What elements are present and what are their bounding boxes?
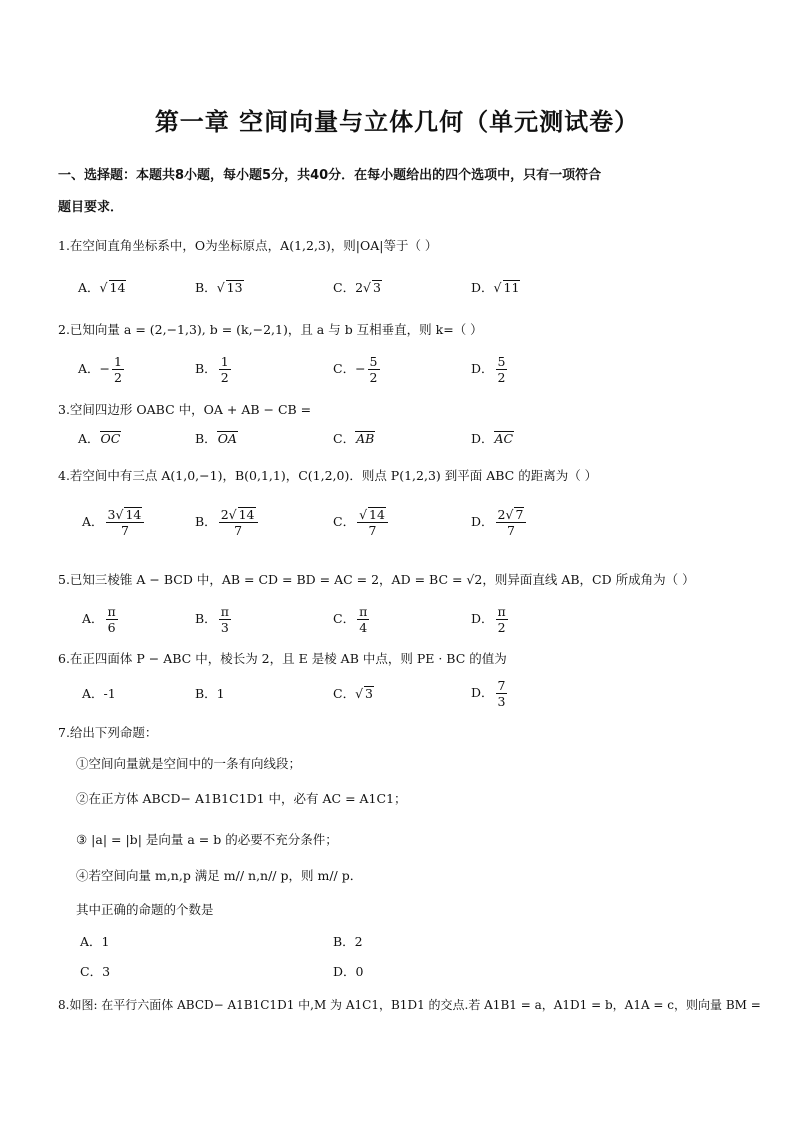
section-heading-line2: 题目要求．: [58, 200, 124, 215]
q7-question: 其中正确的命题的个数是: [76, 902, 214, 917]
q5-c-label: C．: [333, 611, 356, 626]
q2-b-numerator: 1: [220, 354, 229, 369]
q2-b-label: B．: [195, 361, 217, 376]
q5-a-denominator: 6: [107, 620, 116, 635]
q3-option-a[interactable]: [78, 429, 121, 447]
q5-a-numerator: π: [107, 604, 116, 619]
question-5-stem: 5.已知三棱锥 A − BCD 中，AB = CD = BD = AC = 2，AD = BC = √2，则异面直线 AB，CD 所成角为（ ）: [58, 572, 695, 587]
q1-b-value: 13: [226, 280, 243, 295]
question-8-stem: 8.如图: 在平行六面体 ABCD− A1B1C1D1 中,M 为 A1C1，B1D1 的交点.若 A1B1 = a，A1D1 = b，A1A = c，则向量 BM =: [58, 998, 761, 1012]
q5-d-denominator: 2: [497, 620, 506, 635]
q2-option-b[interactable]: [195, 354, 233, 385]
q2-d-denominator: 2: [497, 370, 506, 385]
q5-option-d[interactable]: [471, 604, 510, 635]
q2-a-numerator: 1: [114, 354, 122, 369]
q4-a-denominator: 7: [120, 523, 129, 538]
q4-a-radicand: 14: [125, 507, 142, 522]
q1-option-c[interactable]: C．2√ 3: [333, 280, 381, 295]
q4-c-label: C．: [333, 514, 356, 529]
q2-c-denominator: 2: [369, 370, 378, 385]
q7-statement-4: ④若空间向量 m,n,p 满足 m// n,n// p，则 m// p．: [76, 868, 363, 883]
q3-c-label: C．: [333, 431, 356, 446]
q2-option-a[interactable]: [78, 354, 126, 385]
q5-option-c[interactable]: [333, 604, 371, 635]
question-3-stem: 3.空间四边形 OABC 中，OA + AB − CB =: [58, 402, 312, 417]
q2-d-label: D．: [471, 361, 494, 376]
q2-d-numerator: 5: [497, 354, 506, 369]
q4-d-denominator: 7: [506, 523, 515, 538]
q1-option-d[interactable]: D．√ 11: [471, 280, 520, 295]
q1-d-label: D．: [471, 280, 494, 295]
q6-d-denominator: 3: [497, 694, 506, 709]
q1-option-a[interactable]: A．√ 14: [78, 280, 126, 295]
q1-b-label: B．: [195, 280, 217, 295]
q4-option-c[interactable]: C． $\frac{√ 14}{7}$: [333, 507, 390, 538]
q3-a-label: A．: [78, 431, 100, 446]
q4-b-denominator: 7: [234, 523, 243, 538]
q7-option-c[interactable]: C．3: [80, 964, 111, 979]
q2-option-c[interactable]: [333, 354, 382, 385]
q6-c-value: 3: [365, 686, 373, 701]
q4-b-coef: 2: [220, 507, 229, 522]
q2-a-label: A．−: [78, 361, 111, 376]
q1-a-value: 14: [109, 280, 126, 295]
q3-b-value: OA: [217, 431, 237, 446]
q2-c-label: C．−: [333, 361, 366, 376]
question-7-stem: 7.给出下列命题：: [58, 725, 158, 740]
q3-a-value: OC: [100, 431, 121, 446]
q5-a-label: A．: [82, 611, 104, 626]
section-heading-line1: 一、选择题：本题共8小题，每小题5分，共40分．在每小题给出的四个选项中，只有一项符合: [58, 168, 602, 183]
q4-option-d[interactable]: D． $\frac{2√ 7}{7}$: [471, 507, 528, 538]
q4-option-b[interactable]: B． $\frac{2√ 14}{7}$: [195, 507, 260, 538]
q1-c-label: C．2: [333, 280, 364, 295]
q7-statement-3: ③ |a| = |b| 是向量 a = b 的必要不充分条件；: [76, 832, 338, 847]
q1-c-value: 3: [373, 280, 381, 295]
q6-option-b[interactable]: B．1: [195, 686, 225, 701]
q5-b-label: B．: [195, 611, 217, 626]
q5-c-numerator: π: [359, 604, 368, 619]
q4-a-coef: 3: [107, 507, 116, 522]
question-1-stem: 1.在空间直角坐标系中，O为坐标原点，A(1,2,3)，则|OA|等于（ ）: [58, 238, 438, 253]
question-6-stem: 6.在正四面体 P − ABC 中，棱长为 2，且 E 是棱 AB 中点，则 PE · BC 的值为: [58, 651, 507, 666]
q2-c-numerator: 5: [369, 354, 378, 369]
q5-option-a[interactable]: [82, 604, 120, 635]
q3-c-value: AB: [356, 431, 375, 446]
q3-d-label: D．: [471, 431, 494, 446]
q2-a-denominator: 2: [114, 370, 122, 385]
q1-a-label: A．: [78, 280, 100, 295]
q4-a-label: A．: [82, 514, 104, 529]
q7-option-b[interactable]: B．2: [333, 934, 363, 949]
q6-option-a[interactable]: A．-1: [82, 686, 116, 701]
q3-option-b[interactable]: [195, 429, 238, 447]
q4-d-label: D．: [471, 514, 494, 529]
q7-option-a[interactable]: A．1: [80, 934, 110, 949]
q5-c-denominator: 4: [359, 620, 368, 635]
q4-option-a[interactable]: A． $\frac{3√ 14}{7}$: [82, 507, 146, 538]
q3-d-value: AC: [494, 431, 514, 446]
q7-statement-1: ①空间向量就是空间中的一条有向线段；: [76, 756, 302, 771]
question-2-stem: 2.已知向量 a = (2,−1,3), b = (k,−2,1)，且 a 与 b 互相垂直，则 k=（ ）: [58, 322, 483, 337]
q4-c-radicand: 14: [369, 507, 385, 522]
q3-option-c[interactable]: [333, 429, 375, 447]
q4-c-denominator: 7: [368, 523, 377, 538]
q1-d-value: 11: [503, 280, 520, 295]
q7-statement-2: ②在正方体 ABCD− A1B1C1D1 中，必有 AC = A1C1；: [76, 791, 407, 806]
q6-c-label: C．: [333, 686, 356, 701]
q6-d-label: D．: [471, 685, 494, 700]
q4-d-radicand: 7: [515, 507, 524, 522]
q5-b-denominator: 3: [220, 620, 229, 635]
q6-option-d[interactable]: [471, 678, 509, 709]
q2-option-d[interactable]: [471, 354, 509, 385]
q5-option-b[interactable]: [195, 604, 233, 635]
page-title: 第一章 空间向量与立体几何（单元测试卷）: [154, 108, 640, 136]
q3-b-label: B．: [195, 431, 217, 446]
q3-option-d[interactable]: [471, 429, 514, 447]
q4-d-coef: 2: [497, 507, 506, 522]
q2-b-denominator: 2: [220, 370, 229, 385]
q1-option-b[interactable]: B．√ 13: [195, 280, 243, 295]
q6-option-c[interactable]: C．√ 3: [333, 686, 373, 701]
q5-d-numerator: π: [497, 604, 506, 619]
q7-option-d[interactable]: D．0: [333, 964, 364, 979]
q6-d-numerator: 7: [497, 678, 506, 693]
question-4-stem: 4.若空间中有三点 A(1,0,−1)，B(0,1,1)，C(1,2,0)．则点 P(1,2,3) 到平面 ABC 的距离为（ ）: [58, 468, 598, 483]
q5-d-label: D．: [471, 611, 494, 626]
q5-b-numerator: π: [220, 604, 229, 619]
q4-b-radicand: 14: [238, 507, 255, 522]
q4-b-label: B．: [195, 514, 217, 529]
